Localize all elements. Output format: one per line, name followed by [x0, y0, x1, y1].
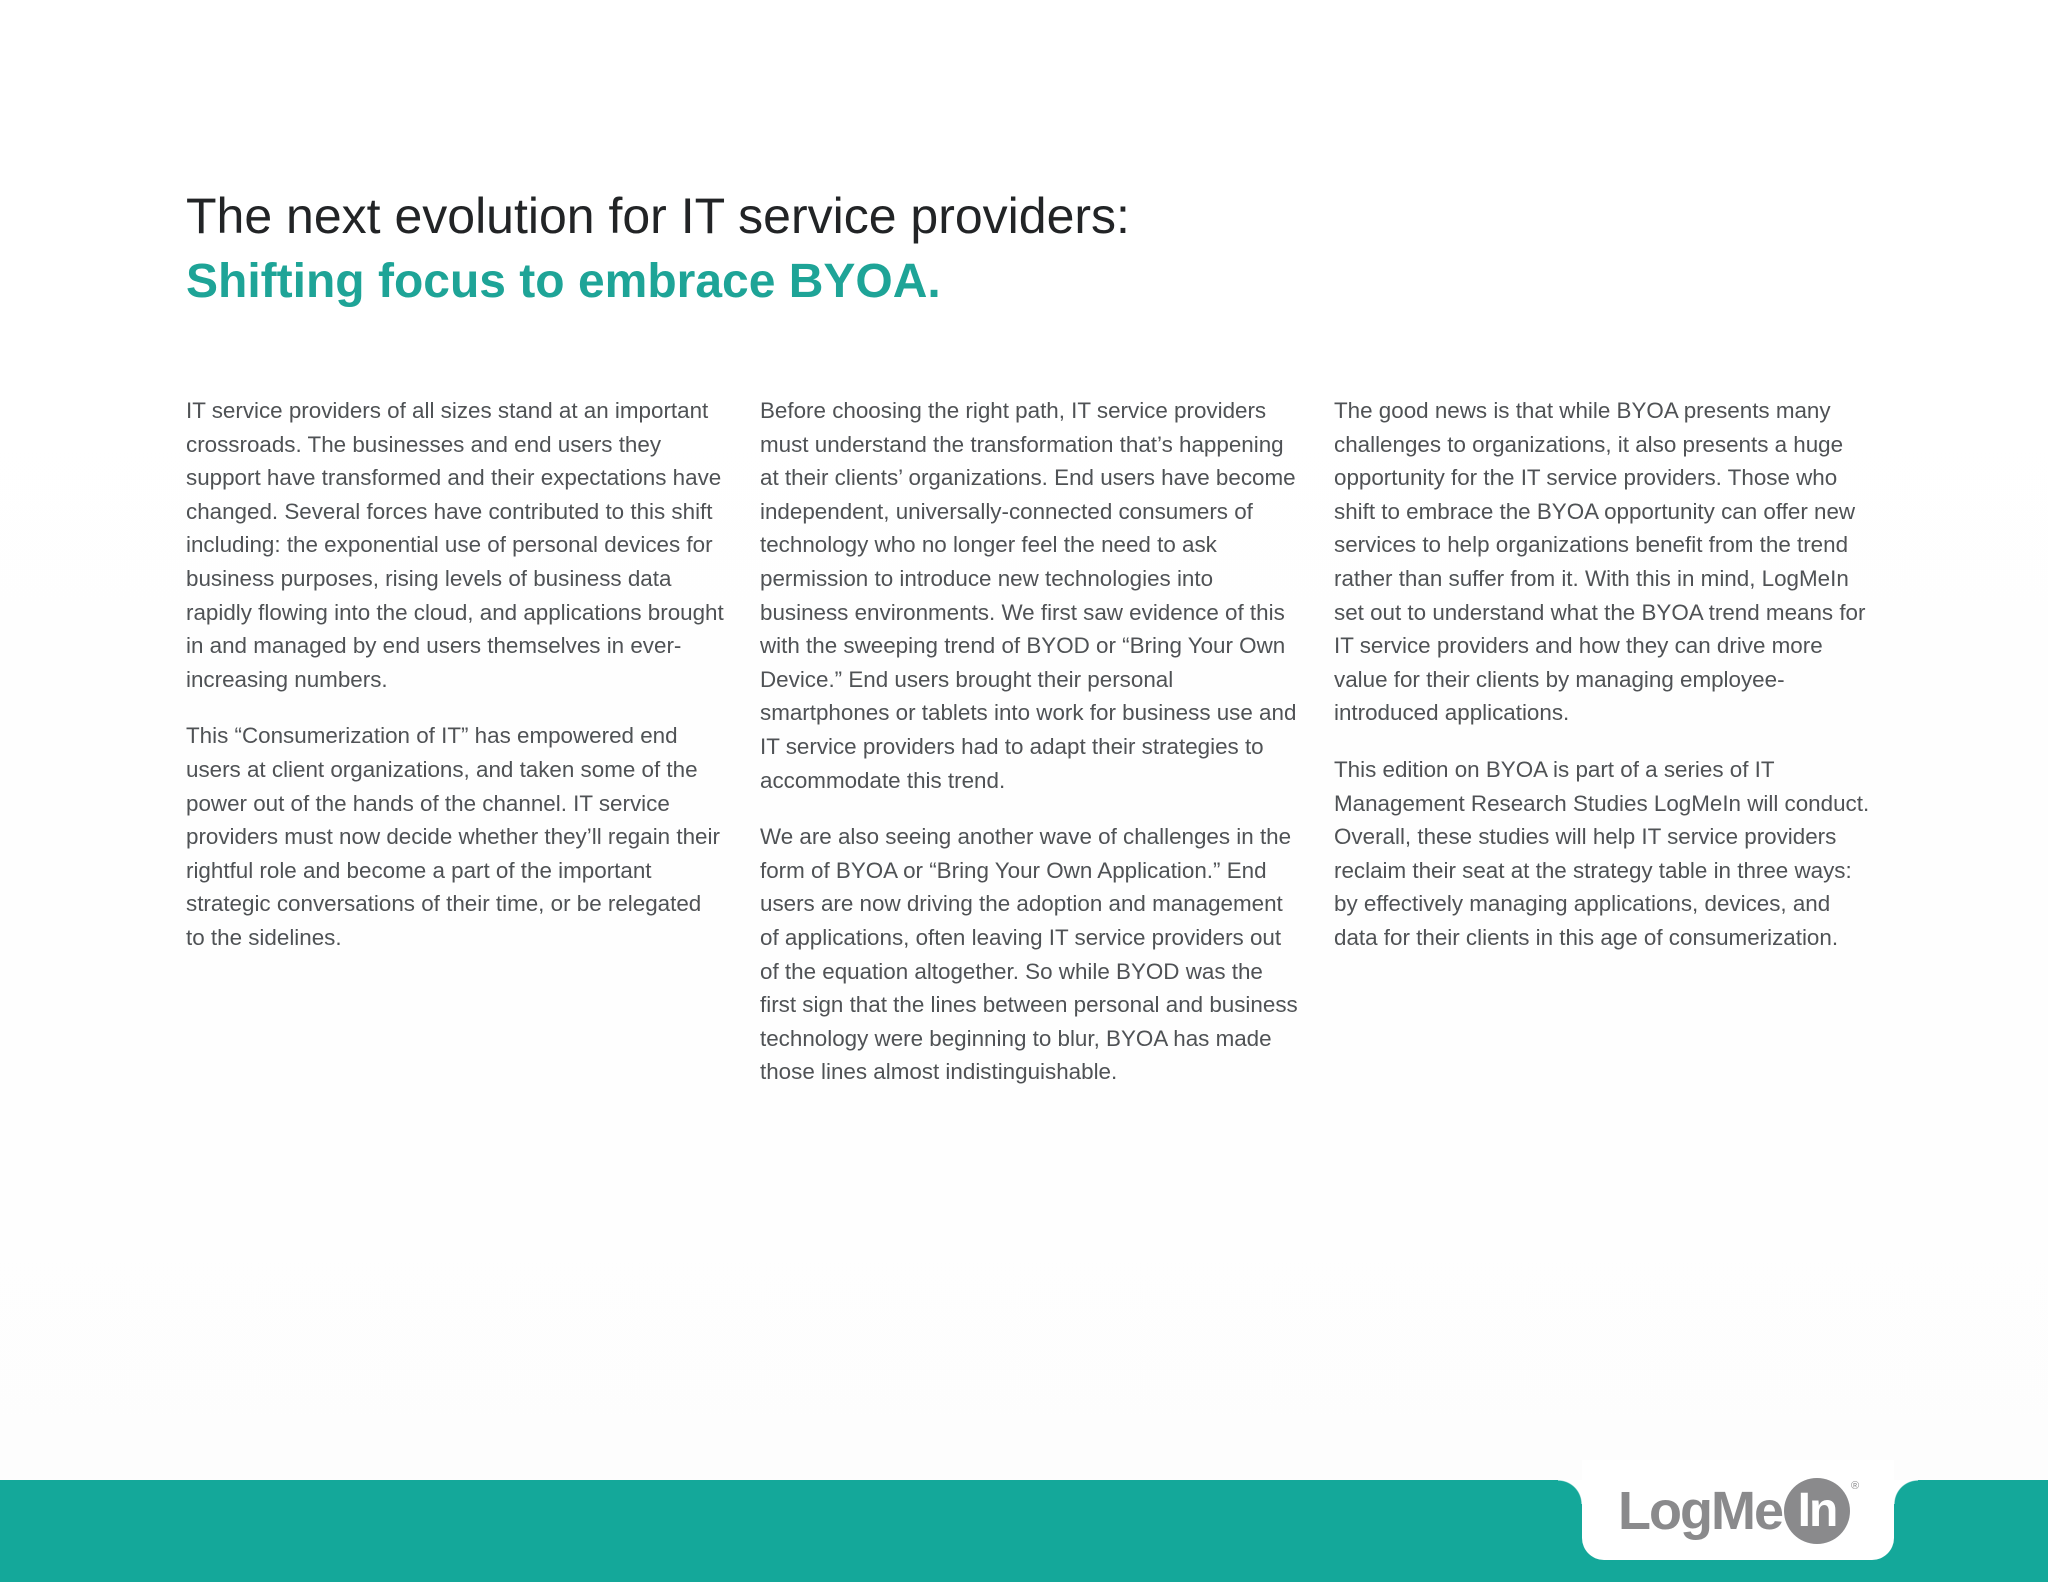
paragraph: This “Consumerization of IT” has empowered end users at client organizations, and taken some of the power out of the hands of the channel. IT service providers must now decide whether they’ll regain their rightful role and become a part of the important strategic conversations of their time, or be relegated to the sidelines. — [186, 723, 720, 950]
paragraph: The good news is that while BYOA presents many challenges to organizations, it also presents a huge opportunity for the IT service providers. Those who shift to embrace the BYOA opportunity can offer new services to help organizations benefit from the trend rather than suffer from it. With this in mind, LogMeIn set out to understand what the BYOA trend means for IT service providers and how they can drive more value for their clients by managing employee-introduced applications. — [1334, 398, 1866, 726]
logo-tab — [1582, 1460, 1894, 1560]
paragraph: We are also seeing another wave of challenges in the form of BYOA or “Bring Your Own Application.” End users are now driving the adoption and management of applications, often leaving IT service providers out of the equation altogether. So while BYOD was the first sign that the lines between personal and business technology were beginning to blur, BYOA has made those lines almost indistinguishable. — [760, 824, 1298, 1085]
logmein-logo — [1618, 1466, 1859, 1556]
paragraph: IT service providers of all sizes stand at an important crossroads. The businesses and end users they support have transformed and their expectations have changed. Several forces have contributed to this shift including: the exponential use of personal devices for business purposes, rising levels of business data rapidly flowing into the cloud, and applications brought in and managed by end users themselves in ever-increasing numbers. — [186, 398, 724, 692]
paragraph: Before choosing the right path, IT service providers must understand the transformation that’s happening at their clients’ organizations. End users have become independent, universally-connected consumers of technology who no longer feel the need to ask permission to introduce new technologies into business environments. We first saw evidence of this with the sweeping trend of BYOD or “Bring Your Own Device.” End users brought their personal smartphones or tablets into work for business use and IT service providers had to adapt their strategies to accommodate this trend. — [760, 398, 1297, 793]
logo-badge: In — [1784, 1478, 1850, 1544]
logo-wordmark: LogMe — [1618, 1481, 1782, 1541]
page-subtitle: Shifting focus to embrace BYOA. — [186, 255, 941, 308]
text-column-2 — [760, 394, 1300, 1112]
page-title: The next evolution for IT service providers: — [186, 188, 1130, 244]
text-column-3 — [1334, 394, 1874, 978]
text-column-1 — [186, 394, 726, 978]
registered-mark: ® — [1850, 1480, 1860, 1492]
paragraph: This edition on BYOA is part of a series of IT Management Research Studies LogMeIn will conduct. Overall, these studies will help IT service providers reclaim their seat at the strategy table in three ways: by effectively managing applications, devices, and data for their clients in this age of consumerization. — [1334, 756, 1870, 950]
